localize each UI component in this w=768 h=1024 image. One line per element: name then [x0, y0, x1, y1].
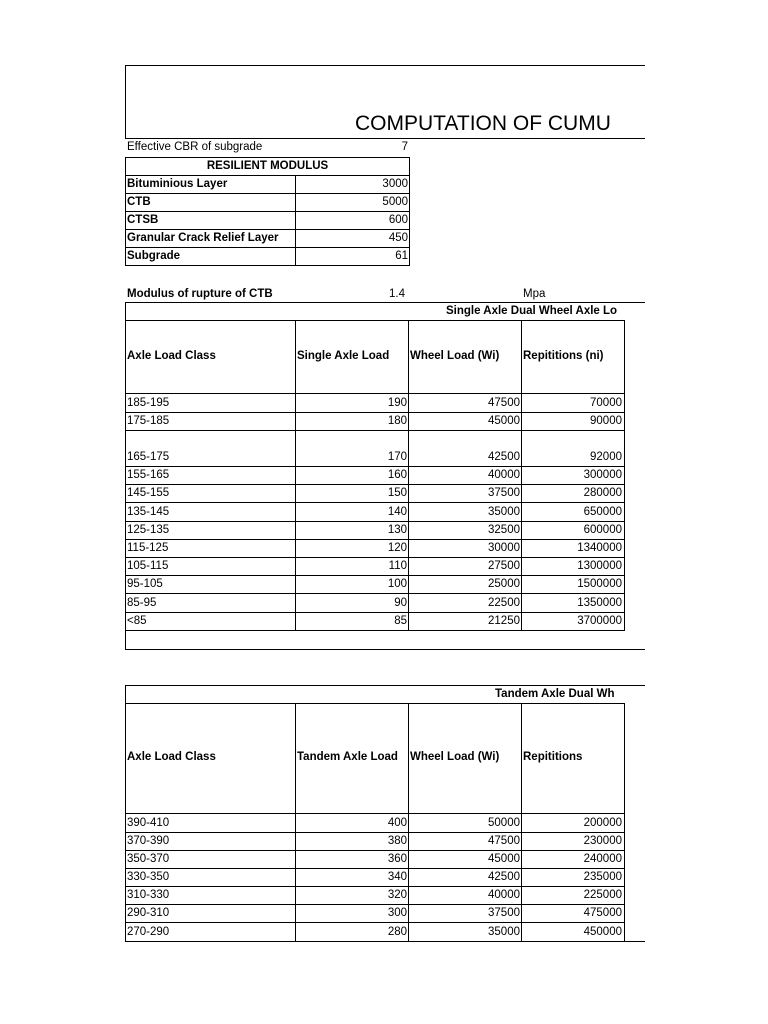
axle-load: 120 — [387, 542, 407, 554]
layer-value: 5000 — [296, 194, 410, 212]
axle-load: 190 — [387, 397, 407, 409]
axle-load: 90 — [394, 597, 407, 609]
tandem-header-wheel: Wheel Load (Wi) — [410, 751, 500, 763]
wheel-load: 37500 — [488, 907, 520, 919]
wheel-load: 37500 — [488, 487, 520, 499]
wheel-load: 42500 — [488, 871, 520, 883]
wheel-load: 47500 — [488, 835, 520, 847]
wheel-load: 47500 — [488, 397, 520, 409]
modulus-row — [126, 176, 410, 194]
axle-load-class: 165-175 — [127, 451, 170, 463]
single-header-wheel: Wheel Load (Wi) — [410, 350, 500, 362]
axle-load-class: 95-105 — [127, 578, 163, 590]
axle-load: 280 — [387, 926, 407, 938]
axle-load: 180 — [387, 415, 407, 427]
axle-load: 140 — [387, 506, 407, 518]
wheel-load: 50000 — [488, 817, 520, 829]
axle-load-class: 390-410 — [127, 817, 170, 829]
axle-load: 340 — [387, 871, 407, 883]
tandem-header-reps: Repititions — [523, 751, 583, 763]
layer-name: CTSB — [126, 212, 296, 230]
axle-load: 380 — [387, 835, 407, 847]
axle-load-class: 310-330 — [127, 889, 170, 901]
rupture-value: 1.4 — [389, 288, 405, 300]
axle-load-class: 105-115 — [127, 560, 169, 572]
axle-load-class: 270-290 — [127, 926, 170, 938]
rupture-label: Modulus of rupture of CTB — [127, 288, 273, 300]
wheel-load: 30000 — [488, 542, 520, 554]
axle-load-class: 125-135 — [127, 524, 170, 536]
tandem-header-load: Tandem Axle Load — [297, 751, 398, 763]
repetitions: 300000 — [583, 469, 622, 481]
axle-load-class: 85-95 — [127, 597, 157, 609]
modulus-row — [126, 230, 410, 248]
wheel-load: 35000 — [488, 506, 520, 518]
page-title: COMPUTATION OF CUMU — [355, 112, 611, 135]
modulus-row — [126, 212, 410, 230]
axle-load-class: 370-390 — [127, 835, 170, 847]
single-header-load: Single Axle Load — [297, 350, 390, 362]
repetitions: 235000 — [583, 871, 622, 883]
repetitions: 1500000 — [577, 578, 622, 590]
repetitions: 1340000 — [577, 542, 622, 554]
axle-load: 160 — [387, 469, 407, 481]
tandem-axle-title: Tandem Axle Dual Wh — [495, 688, 615, 700]
axle-load: 85 — [394, 615, 407, 627]
single-axle-title: Single Axle Dual Wheel Axle Lo — [446, 305, 618, 317]
layer-name: CTB — [126, 194, 296, 212]
repetitions: 450000 — [583, 926, 622, 938]
single-header-class: Axle Load Class — [127, 350, 216, 362]
wheel-load: 22500 — [488, 597, 520, 609]
resilient-modulus-header: RESILIENT MODULUS — [126, 158, 410, 176]
repetitions: 240000 — [583, 853, 622, 865]
axle-load: 360 — [387, 853, 407, 865]
wheel-load: 35000 — [488, 926, 520, 938]
axle-load-class: 155-165 — [127, 469, 170, 481]
repetitions: 280000 — [583, 487, 622, 499]
single-header-reps: Repititions (ni) — [523, 350, 604, 362]
axle-load-class: 115-125 — [127, 542, 169, 554]
layer-name: Subgrade — [126, 248, 296, 266]
axle-load-class: <85 — [127, 615, 147, 627]
axle-load: 150 — [387, 487, 407, 499]
axle-load: 130 — [387, 524, 407, 536]
axle-load: 170 — [387, 451, 407, 463]
axle-load-class: 145-155 — [127, 487, 170, 499]
layer-name: Granular Crack Relief Layer — [126, 230, 296, 248]
resilient-modulus-table — [125, 157, 410, 266]
layer-value: 61 — [296, 248, 410, 266]
repetitions: 650000 — [583, 506, 622, 518]
axle-load: 100 — [387, 578, 407, 590]
axle-load-class: 290-310 — [127, 907, 170, 919]
axle-load: 110 — [388, 560, 407, 572]
axle-load: 400 — [387, 817, 407, 829]
repetitions: 600000 — [583, 524, 622, 536]
repetitions: 1300000 — [577, 560, 622, 572]
wheel-load: 25000 — [488, 578, 520, 590]
wheel-load: 21250 — [488, 615, 520, 627]
repetitions: 225000 — [583, 889, 622, 901]
wheel-load: 42500 — [488, 451, 520, 463]
axle-load: 320 — [387, 889, 407, 901]
wheel-load: 27500 — [488, 560, 520, 572]
wheel-load: 40000 — [488, 889, 520, 901]
layer-name: Bituminious Layer — [126, 176, 296, 194]
axle-load-class: 185-195 — [127, 397, 170, 409]
wheel-load: 45000 — [488, 415, 520, 427]
tandem-header-class: Axle Load Class — [127, 751, 216, 763]
repetitions: 3700000 — [577, 615, 622, 627]
axle-load-class: 175-185 — [127, 415, 170, 427]
cbr-value: 7 — [401, 141, 408, 153]
layer-value: 3000 — [296, 176, 410, 194]
layer-value: 450 — [296, 230, 410, 248]
repetitions: 90000 — [590, 415, 622, 427]
modulus-row — [126, 194, 410, 212]
repetitions: 92000 — [590, 451, 622, 463]
wheel-load: 32500 — [488, 524, 520, 536]
repetitions: 475000 — [583, 907, 622, 919]
axle-load-class: 350-370 — [127, 853, 170, 865]
repetitions: 1350000 — [577, 597, 622, 609]
modulus-row — [126, 248, 410, 266]
axle-load-class: 135-145 — [127, 506, 170, 518]
repetitions: 200000 — [583, 817, 622, 829]
wheel-load: 45000 — [488, 853, 520, 865]
cbr-label: Effective CBR of subgrade — [127, 141, 263, 153]
axle-load-class: 330-350 — [127, 871, 170, 883]
layer-value: 600 — [296, 212, 410, 230]
rupture-unit: Mpa — [523, 288, 546, 300]
wheel-load: 40000 — [488, 469, 520, 481]
repetitions: 70000 — [590, 397, 622, 409]
axle-load: 300 — [387, 907, 407, 919]
repetitions: 230000 — [583, 835, 622, 847]
